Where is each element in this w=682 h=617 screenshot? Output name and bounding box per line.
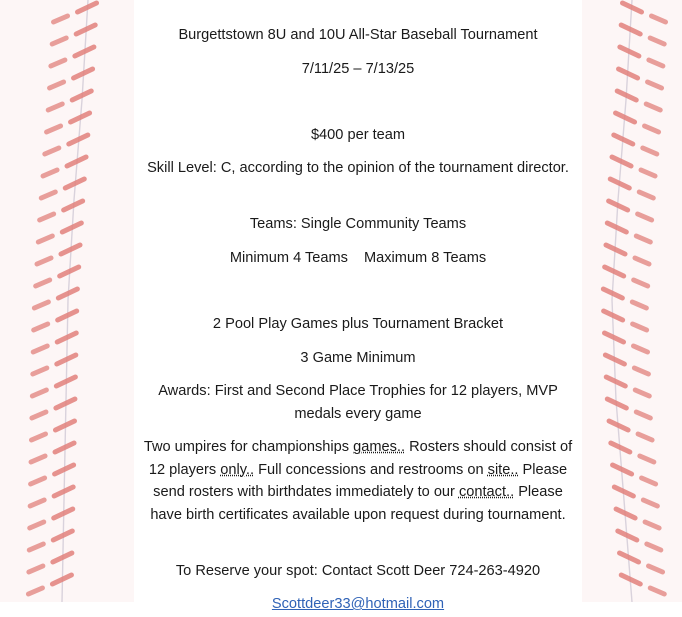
awards: Awards: First and Second Place Trophies for 12 players, MVP medals every game — [158, 383, 558, 422]
baseball-seam-right-graphic — [582, 0, 682, 602]
reserve-contact: To Reserve your spot: Contact Scott Deer 724-263-4920 — [175, 563, 541, 579]
games-link[interactable]: games.. — [353, 439, 406, 455]
email-link[interactable]: Scottdeer33@hotmail.com — [271, 596, 445, 612]
only-link[interactable]: only.. — [220, 461, 255, 478]
site-link[interactable]: site.. — [487, 461, 519, 478]
maximum-teams: Maximum 8 Teams — [363, 250, 487, 266]
team-limits — [134, 247, 582, 270]
game-format: 2 Pool Play Games plus Tournament Bracket — [212, 316, 504, 332]
concessions-text: Full concessions and restrooms on — [254, 461, 488, 478]
baseball-stitch-decoration-right — [582, 0, 682, 602]
tournament-dates: 7/11/25 – 7/13/25 — [301, 61, 415, 77]
skill-level: Skill Level: C, according to the opinion of the tournament director. — [147, 160, 569, 176]
minimum-teams: Minimum 4 Teams — [229, 250, 348, 266]
email-row — [134, 593, 582, 616]
roster-text: Rosters should consist of 12 players — [148, 439, 573, 478]
team-type: Teams: Single Community Teams — [249, 216, 467, 232]
flyer-content — [134, 0, 582, 617]
baseball-stitch-decoration-left — [0, 0, 134, 602]
rosters-send-text: Please send rosters with birthdates immediately to our — [153, 461, 568, 500]
contact-link[interactable]: contact.. — [458, 484, 515, 500]
umpires-text: Two umpires for championships — [143, 439, 354, 455]
rules-paragraph — [140, 436, 576, 526]
baseball-seam-left-graphic — [0, 0, 134, 602]
game-minimum: 3 Game Minimum — [300, 350, 416, 366]
birth-certificate-text: Please have birth certificates available upon request during tournament. — [150, 484, 566, 523]
tournament-title: Burgettstown 8U and 10U All-Star Baseball Tournament — [178, 27, 538, 43]
entry-fee: $400 per team — [310, 127, 406, 143]
